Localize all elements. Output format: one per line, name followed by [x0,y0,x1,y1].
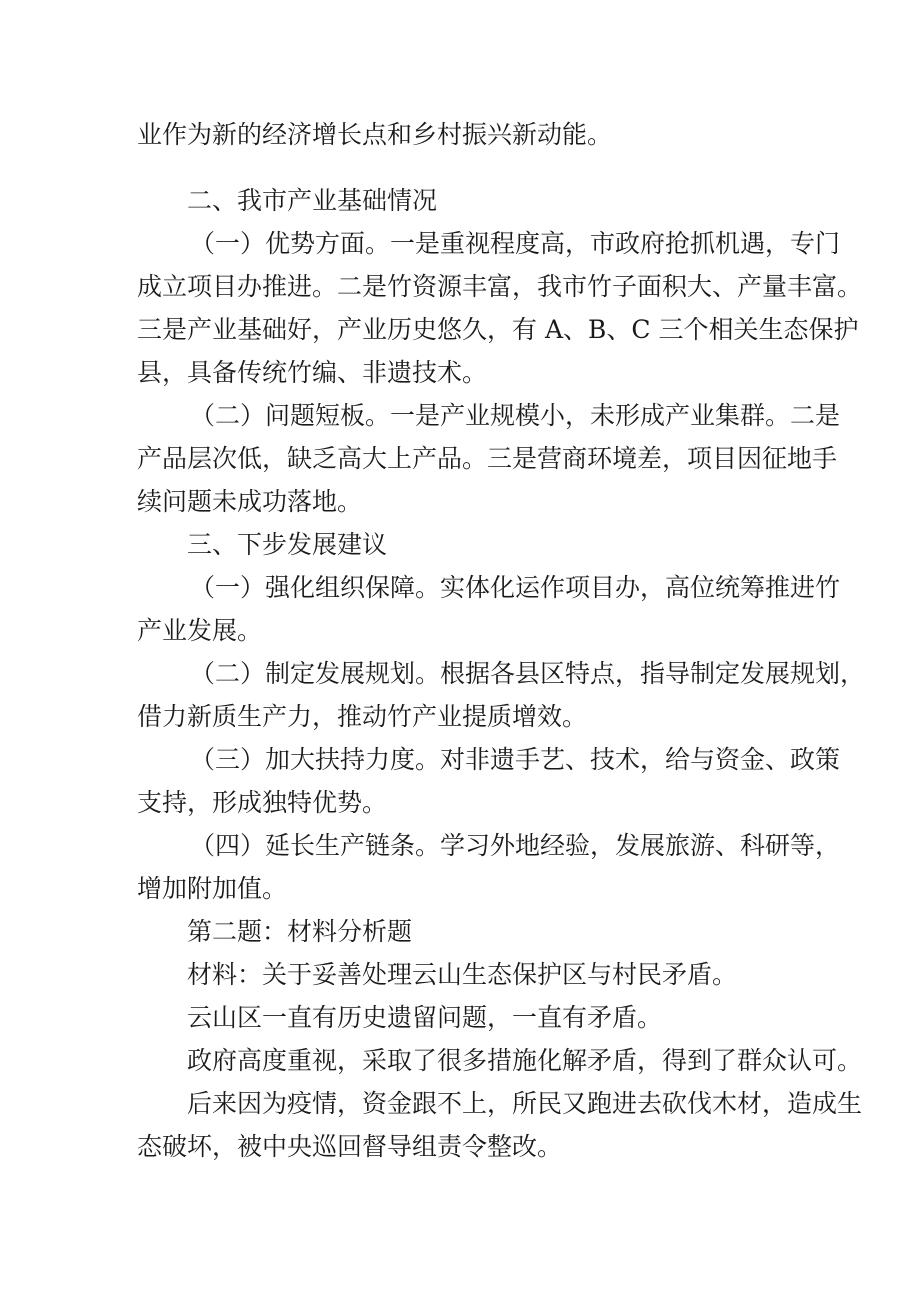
body-line: 产品层次低，缺乏高大上产品。三是营商环境差，项目因征地手 [137,444,838,473]
body-line: 续问题未成功落地。 [137,487,363,516]
body-line: 业作为新的经济增长点和乡村振兴新动能。 [137,120,613,149]
body-line: 云山区一直有历史遗留问题，一直有矛盾。 [187,1003,663,1032]
body-line: 态破坏，被中央巡回督导组责令整改。 [137,1132,563,1161]
body-line: 增加附加值。 [137,874,288,903]
body-line: （一）强化组织保障。实体化运作项目办，高位统筹推进竹 [190,573,841,602]
body-line: （一）优势方面。一是重视程度高，市政府抢抓机遇，专门 [190,229,841,258]
body-line: （四）延长生产链条。学习外地经验，发展旅游、科研等， [190,831,841,860]
body-line: 三是产业基础好，产业历史悠久，有 A、B、C 三个相关生态保护 [137,315,859,344]
body-line: 后来因为疫情，资金跟不上，所民又跑进去砍伐木材，造成生 [187,1089,863,1118]
section-heading: 二、我市产业基础情况 [187,186,438,215]
body-line: 借力新质生产力，推动竹产业提质增效。 [137,702,588,731]
body-line: 成立项目办推进。二是竹资源丰富，我市竹子面积大、产量丰富。 [137,272,863,301]
body-line: 政府高度重视，采取了很多措施化解矛盾，得到了群众认可。 [187,1046,863,1075]
body-line: 产业发展。 [137,616,263,645]
body-line: （二）制定发展规划。根据各县区特点，指导制定发展规划， [190,659,866,688]
section-heading: 三、下步发展建议 [187,530,388,559]
body-line: （二）问题短板。一是产业规模小，未形成产业集群。二是 [190,401,841,430]
question-heading: 第二题：材料分析题 [187,917,413,946]
body-line: （三）加大扶持力度。对非遗手艺、技术，给与资金、政策 [190,745,841,774]
body-line: 支持，形成独特优势。 [137,788,388,817]
body-line: 材料：关于妥善处理云山生态保护区与村民矛盾。 [187,960,738,989]
body-line: 县，具备传统竹编、非遗技术。 [137,358,488,387]
